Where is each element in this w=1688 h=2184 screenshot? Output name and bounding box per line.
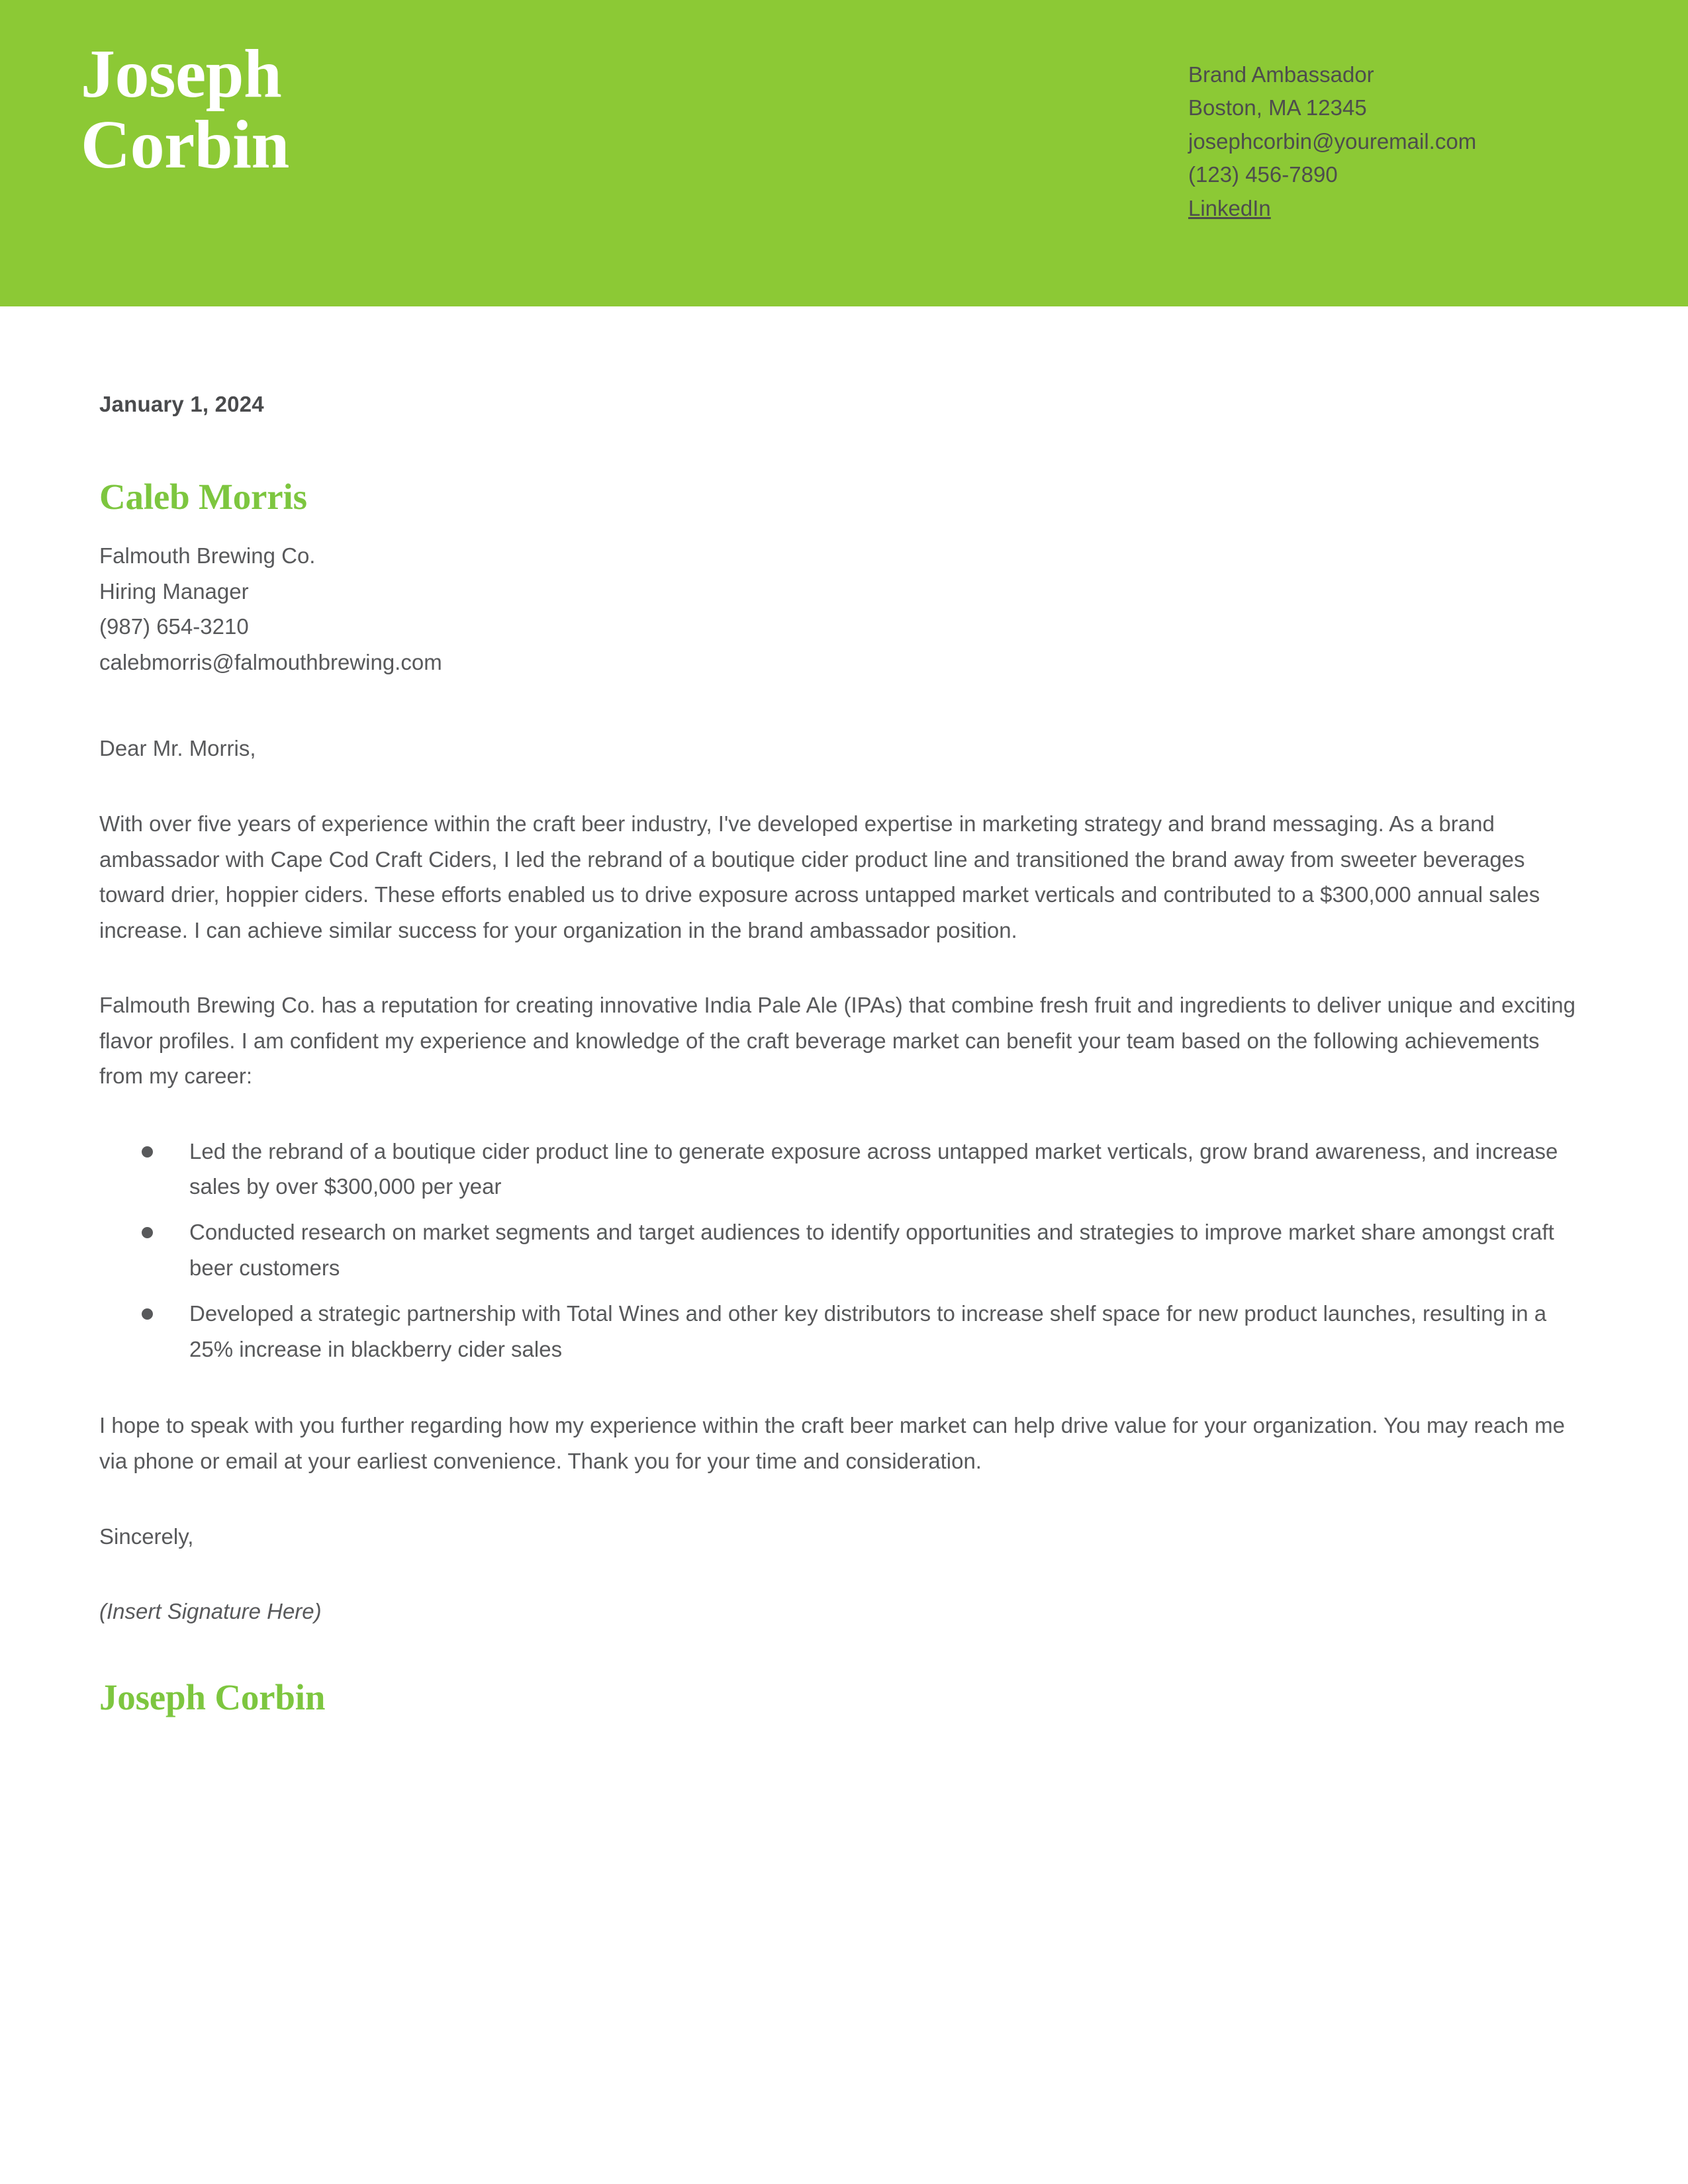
- applicant-location: Boston, MA 12345: [1188, 95, 1367, 120]
- recipient-name: Caleb Morris: [99, 477, 307, 518]
- recipient-details: [99, 538, 1585, 680]
- bullet-dot-icon: [142, 1146, 153, 1158]
- applicant-phone: (123) 456-7890: [1188, 162, 1338, 187]
- achievements-list: [99, 1134, 1585, 1367]
- applicant-email: josephcorbin@youremail.com: [1188, 128, 1477, 154]
- list-item-text: Led the rebrand of a boutique cider product line to generate exposure across untapped market verticals, grow brand awareness, and increase sales by over $300,000 per year: [189, 1138, 1558, 1199]
- list-item: [134, 1214, 1585, 1285]
- closing-paragraph: I hope to speak with you further regarding how my experience within the craft beer market can help drive value for your organization. You may reach me via phone or email at your earliest convenience. Thank you for your time and consideration.: [99, 1413, 1566, 1473]
- applicant-last-name: Corbin: [81, 107, 289, 183]
- body-paragraph-1: With over five years of experience within the craft beer industry, I've developed expertise in marketing strategy and brand messaging. As a brand ambassador with Cape Cod Craft Ciders, I led the rebrand of a boutique cider product line and transitioned the brand away from sweeter beverages toward drier, hoppier ciders. These efforts enabled us to drive exposure across untapped market verticals and contributed to a $300,000 annual sales increase. I can achieve similar success for your organization in the brand ambassador position.: [99, 811, 1540, 942]
- signature-name: Joseph Corbin: [99, 1677, 326, 1718]
- salutation: Dear Mr. Morris,: [99, 736, 256, 761]
- letter-date: January 1, 2024: [99, 392, 264, 416]
- header-band: [0, 0, 1688, 306]
- list-item: [134, 1134, 1585, 1205]
- recipient-role: Hiring Manager: [99, 578, 249, 604]
- letter-body: [99, 387, 1585, 1726]
- bullet-dot-icon: [142, 1308, 153, 1320]
- recipient-email: calebmorris@falmouthbrewing.com: [99, 649, 442, 674]
- list-item: [134, 1296, 1585, 1367]
- list-item-text: Conducted research on market segments and target audiences to identify opportunities and strategies to improve market share amongst craft beer customers: [189, 1220, 1554, 1280]
- header-contact-block: [1188, 58, 1638, 225]
- list-item-text: Developed a strategic partnership with Total Wines and other key distributors to increase shelf space for new product launches, resulting in a 25% increase in blackberry cider sales: [189, 1301, 1547, 1361]
- applicant-first-name: Joseph: [81, 36, 282, 112]
- recipient-company: Falmouth Brewing Co.: [99, 543, 316, 569]
- signature-placeholder: (Insert Signature Here): [99, 1599, 322, 1624]
- linkedin-link[interactable]: LinkedIn: [1188, 195, 1271, 220]
- applicant-job-title: Brand Ambassador: [1188, 62, 1374, 87]
- body-paragraph-2: Falmouth Brewing Co. has a reputation for creating innovative India Pale Ale (IPAs) that combine fresh fruit and ingredients to deliver unique and exciting flavor profiles. I am confident my experience and knowledge of the craft beverage market can benefit your team based on the following achievements from my career:: [99, 993, 1575, 1089]
- applicant-name-header: [81, 36, 677, 183]
- signoff: Sincerely,: [99, 1524, 194, 1549]
- bullet-dot-icon: [142, 1227, 153, 1238]
- recipient-phone: (987) 654-3210: [99, 614, 249, 639]
